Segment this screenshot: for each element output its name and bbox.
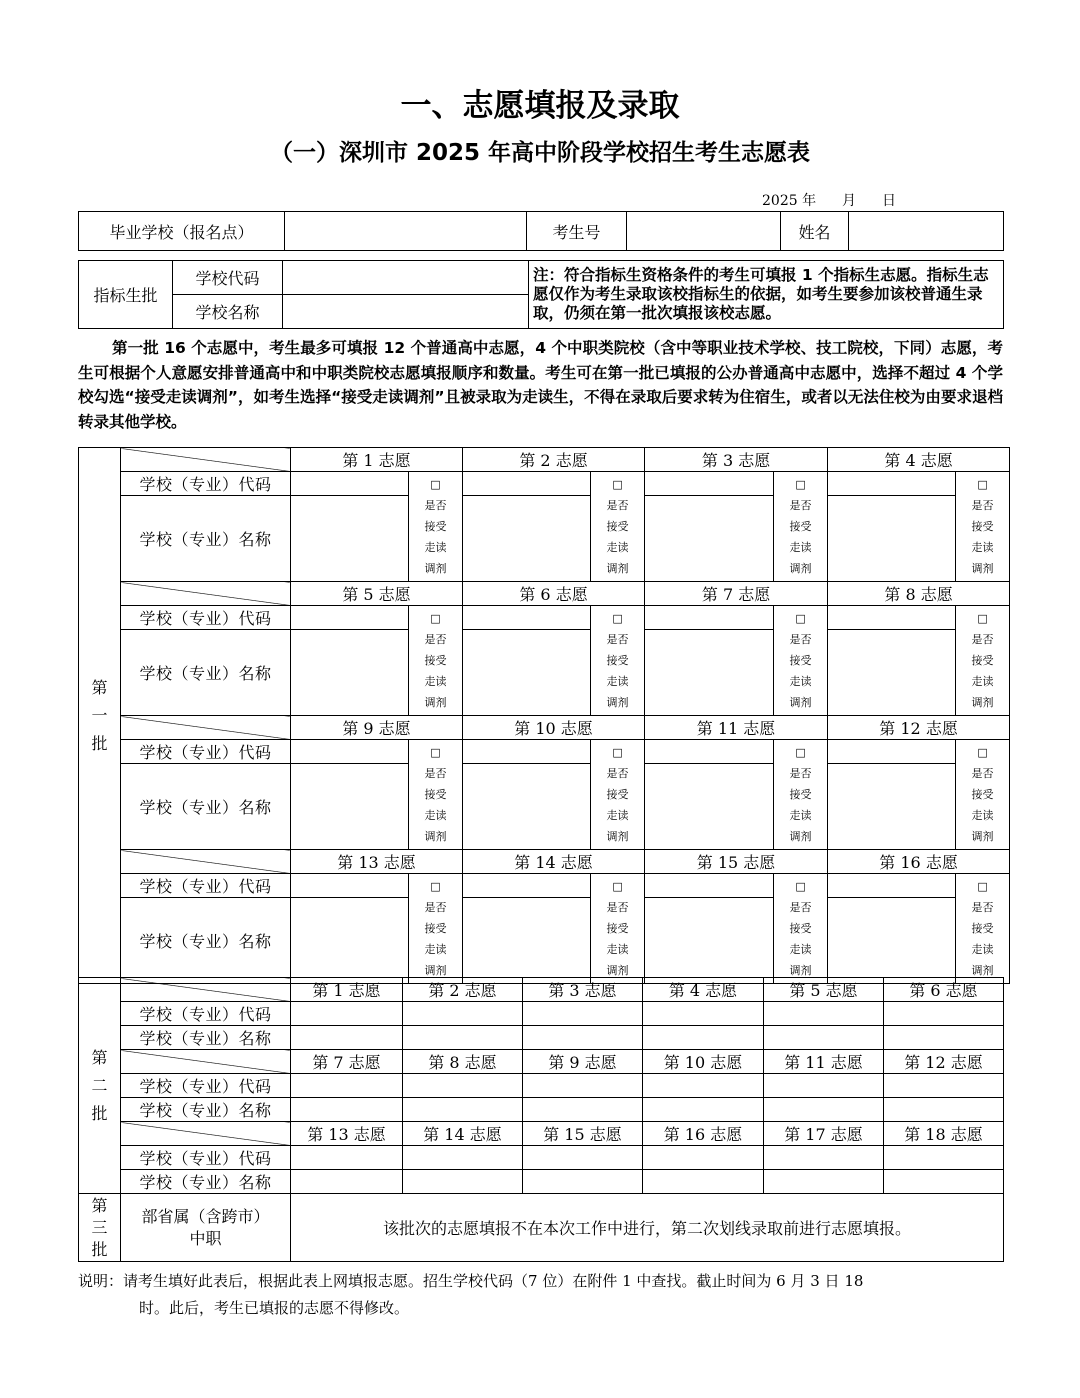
choice-header: 第 16 志愿 [828, 850, 1010, 874]
batch1-header-row [79, 448, 1010, 472]
accept-label: 接受 [971, 922, 994, 935]
choice-header: 第 15 志愿 [645, 850, 828, 874]
accept-day-student-checkbox[interactable] [774, 874, 828, 984]
accept-label: 是否 [789, 499, 812, 512]
choice-header: 第 4 志愿 [828, 448, 1010, 472]
student-name-field[interactable] [849, 212, 1004, 251]
school-name-field[interactable] [764, 1026, 884, 1050]
school-code-field[interactable] [291, 740, 409, 764]
diagonal-header-cell [121, 1050, 291, 1074]
school-name-label: 学校（专业）名称 [121, 1026, 291, 1050]
batch1-header-row [79, 850, 1010, 874]
school-code-field[interactable] [291, 1074, 403, 1098]
choice-header: 第 2 志愿 [403, 978, 523, 1002]
school-name-field[interactable] [884, 1098, 1004, 1122]
school-name-field[interactable] [643, 1098, 764, 1122]
school-code-field[interactable] [643, 1146, 764, 1170]
accept-label: 接受 [789, 788, 812, 801]
accept-label: 是否 [789, 767, 812, 780]
choice-header: 第 6 志愿 [884, 978, 1004, 1002]
school-code-field[interactable] [645, 606, 774, 630]
accept-label: 调剂 [606, 696, 629, 709]
batch1-code-row [79, 606, 1010, 630]
choice-header: 第 8 志愿 [828, 582, 1010, 606]
batch1-header-row [79, 716, 1010, 740]
accept-label: 是否 [971, 499, 994, 512]
checkbox-icon[interactable]: □ [977, 612, 988, 625]
accept-day-student-checkbox[interactable] [774, 606, 828, 716]
school-name-label: 学校（专业）名称 [121, 1170, 291, 1194]
accept-day-student-checkbox[interactable] [591, 606, 645, 716]
accept-day-student-checkbox[interactable] [591, 874, 645, 984]
choice-header: 第 15 志愿 [523, 1122, 643, 1146]
accept-label: 走读 [789, 675, 812, 688]
school-name-field[interactable] [463, 496, 591, 582]
batch3-label-char: 三 [91, 1217, 108, 1237]
accept-day-student-checkbox[interactable] [409, 472, 463, 582]
accept-label: 接受 [606, 520, 629, 533]
batch1-label-char: 第 [91, 677, 108, 697]
batch2-label-char: 第 [91, 1047, 108, 1067]
accept-label: 接受 [606, 788, 629, 801]
batch1-header-row [79, 582, 1010, 606]
choice-header: 第 9 志愿 [291, 716, 463, 740]
batch2-header-row [79, 1050, 1004, 1074]
checkbox-icon[interactable]: □ [795, 880, 806, 893]
school-name-field[interactable] [884, 1170, 1004, 1194]
exam-number-field[interactable] [627, 212, 781, 251]
school-name-field[interactable] [291, 630, 409, 716]
accept-label: 走读 [424, 541, 447, 554]
footer-note [78, 1268, 1018, 1322]
school-code-label: 学校（专业）代码 [121, 472, 291, 496]
accept-label: 调剂 [971, 562, 994, 575]
school-code-label: 学校（专业）代码 [121, 740, 291, 764]
graduate-school-label: 毕业学校（报名点） [79, 212, 285, 251]
school-code-field[interactable] [403, 1002, 523, 1026]
choice-header: 第 12 志愿 [884, 1050, 1004, 1074]
checkbox-icon[interactable]: □ [612, 746, 623, 759]
school-code-field[interactable] [645, 874, 774, 898]
school-name-field[interactable] [645, 764, 774, 850]
batch2-code-row [79, 1146, 1004, 1170]
accept-label: 是否 [789, 901, 812, 914]
school-code-field[interactable] [884, 1002, 1004, 1026]
accept-label: 接受 [424, 654, 447, 667]
school-code-field[interactable] [403, 1074, 523, 1098]
school-name-field[interactable] [403, 1098, 523, 1122]
accept-day-student-checkbox[interactable] [409, 606, 463, 716]
school-name-field[interactable] [463, 630, 591, 716]
accept-label: 是否 [971, 767, 994, 780]
accept-label: 调剂 [789, 562, 812, 575]
batch1-name-row [79, 764, 1010, 850]
school-code-label: 学校（专业）代码 [121, 1146, 291, 1170]
accept-label: 接受 [606, 922, 629, 935]
choice-header: 第 16 志愿 [643, 1122, 764, 1146]
school-name-field[interactable] [643, 1026, 764, 1050]
choice-header: 第 10 志愿 [463, 716, 645, 740]
batch2-code-row [79, 1002, 1004, 1026]
accept-label: 调剂 [789, 964, 812, 977]
choice-header: 第 4 志愿 [643, 978, 764, 1002]
accept-label: 接受 [971, 654, 994, 667]
school-name-field[interactable] [523, 1026, 643, 1050]
choice-header: 第 5 志愿 [764, 978, 884, 1002]
choice-header: 第 13 志愿 [291, 1122, 403, 1146]
date-month: 月 [842, 193, 856, 209]
batch1-table [78, 447, 1010, 984]
batch2-header-row [79, 1122, 1004, 1146]
student-name-label: 姓名 [781, 212, 849, 251]
school-name-label: 学校（专业）名称 [121, 898, 291, 984]
school-code-field[interactable] [645, 740, 774, 764]
accept-label: 接受 [424, 788, 447, 801]
accept-label: 调剂 [971, 964, 994, 977]
accept-label: 走读 [606, 675, 629, 688]
batch1-code-row [79, 740, 1010, 764]
batch2-label-char: 二 [91, 1075, 108, 1095]
instructions-paragraph: 第一批 16 个志愿中，考生最多可填报 12 个普通高中志愿，4 个中职类院校（含中等职业技术学校、技工院校，下同）志愿，考生可根据个人意愿安排普通高中和中职类院校志愿填报顺序和数量。考生可在第一批已填报的公办普通高中志愿中，选择不超过 4 个学校勾选“接受走读调剂”，如考生选择“接受走读调剂”且被录取为走读生，不得在录取后要求转为住宿生，或者以无法住校为由要求退档转录其他学校。 [78, 339, 1003, 431]
school-code-field[interactable] [463, 874, 591, 898]
choice-header: 第 10 志愿 [643, 1050, 764, 1074]
accept-label: 接受 [971, 788, 994, 801]
batch2-table [78, 977, 1004, 1262]
school-name-field[interactable] [645, 898, 774, 984]
accept-label: 是否 [606, 499, 629, 512]
quota-batch-label: 指标生批 [79, 261, 173, 329]
accept-label: 调剂 [424, 696, 447, 709]
accept-label: 走读 [789, 809, 812, 822]
choice-header: 第 2 志愿 [463, 448, 645, 472]
school-code-field[interactable] [463, 606, 591, 630]
checkbox-icon[interactable]: □ [795, 746, 806, 759]
school-code-field[interactable] [523, 1002, 643, 1026]
batch2-name-row [79, 1026, 1004, 1050]
school-name-field[interactable] [291, 1170, 403, 1194]
batch1-code-row [79, 472, 1010, 496]
choice-header: 第 7 志愿 [291, 1050, 403, 1074]
batch1-code-row [79, 874, 1010, 898]
accept-label: 是否 [971, 901, 994, 914]
school-code-field[interactable] [828, 874, 956, 898]
school-name-field[interactable] [403, 1170, 523, 1194]
accept-label: 是否 [789, 633, 812, 646]
choice-header: 第 11 志愿 [764, 1050, 884, 1074]
batch3-row [79, 1194, 1004, 1262]
school-code-field[interactable] [764, 1074, 884, 1098]
batch1-name-row [79, 898, 1010, 984]
batch2-code-row [79, 1074, 1004, 1098]
school-code-field[interactable] [884, 1074, 1004, 1098]
accept-label: 走读 [789, 541, 812, 554]
accept-label: 走读 [971, 541, 994, 554]
accept-label: 是否 [971, 633, 994, 646]
batch1-label-char: 一 [91, 705, 108, 725]
school-code-field[interactable] [828, 740, 956, 764]
school-code-field[interactable] [291, 472, 409, 496]
school-name-field[interactable] [764, 1098, 884, 1122]
checkbox-icon[interactable]: □ [795, 478, 806, 491]
school-name-field[interactable] [291, 496, 409, 582]
checkbox-icon[interactable]: □ [612, 880, 623, 893]
accept-label: 调剂 [789, 830, 812, 843]
accept-label: 调剂 [971, 696, 994, 709]
school-name-field[interactable] [643, 1170, 764, 1194]
school-code-label: 学校（专业）代码 [121, 1074, 291, 1098]
date-year: 2025 年 [762, 193, 817, 209]
quota-school-code-label: 学校代码 [173, 261, 283, 295]
school-name-field[interactable] [645, 496, 774, 582]
school-code-field[interactable] [403, 1146, 523, 1170]
school-code-label: 学校（专业）代码 [121, 606, 291, 630]
accept-label: 走读 [971, 943, 994, 956]
batch1-label-char: 批 [91, 733, 108, 753]
school-code-label: 学校（专业）代码 [121, 1002, 291, 1026]
school-name-field[interactable] [828, 764, 956, 850]
accept-label: 走读 [971, 809, 994, 822]
choice-header: 第 3 志愿 [523, 978, 643, 1002]
accept-label: 是否 [606, 901, 629, 914]
batch2-header-row [79, 978, 1004, 1002]
choice-header: 第 18 志愿 [884, 1122, 1004, 1146]
school-name-field[interactable] [291, 898, 409, 984]
form-subtitle: （一）深圳市 2025 年高中阶段学校招生考生志愿表 [269, 140, 811, 166]
school-name-label: 学校（专业）名称 [121, 630, 291, 716]
choice-header: 第 1 志愿 [291, 448, 463, 472]
accept-day-student-checkbox[interactable] [956, 606, 1010, 716]
batch3-label-char: 第 [91, 1195, 108, 1215]
batch3-label [79, 1194, 121, 1262]
school-name-field[interactable] [403, 1026, 523, 1050]
checkbox-icon[interactable]: □ [977, 746, 988, 759]
quota-school-name-field[interactable] [283, 295, 529, 329]
school-name-field[interactable] [764, 1170, 884, 1194]
diagonal-header-cell [121, 448, 291, 472]
choice-header: 第 14 志愿 [403, 1122, 523, 1146]
accept-label: 接受 [971, 520, 994, 533]
accept-label: 走读 [606, 809, 629, 822]
school-code-field[interactable] [291, 606, 409, 630]
accept-label: 是否 [424, 633, 447, 646]
school-name-field[interactable] [463, 764, 591, 850]
batch2-name-row [79, 1170, 1004, 1194]
quota-school-code-field[interactable] [283, 261, 529, 295]
accept-label: 调剂 [606, 830, 629, 843]
choice-header: 第 3 志愿 [645, 448, 828, 472]
school-name-label: 学校（专业）名称 [121, 764, 291, 850]
school-code-field[interactable] [828, 472, 956, 496]
school-name-field[interactable] [884, 1026, 1004, 1050]
school-code-field[interactable] [291, 1146, 403, 1170]
accept-label: 调剂 [606, 964, 629, 977]
accept-label: 调剂 [424, 562, 447, 575]
checkbox-icon[interactable]: □ [795, 612, 806, 625]
accept-day-student-checkbox[interactable] [591, 472, 645, 582]
school-code-field[interactable] [764, 1146, 884, 1170]
diagonal-header-cell [121, 1122, 291, 1146]
school-name-field[interactable] [291, 1098, 403, 1122]
accept-label: 走读 [789, 943, 812, 956]
accept-label: 走读 [606, 541, 629, 554]
school-name-field[interactable] [828, 898, 956, 984]
school-code-field[interactable] [643, 1002, 764, 1026]
diagonal-header-cell [121, 850, 291, 874]
school-name-field[interactable] [523, 1170, 643, 1194]
choice-header: 第 5 志愿 [291, 582, 463, 606]
checkbox-icon[interactable]: □ [430, 746, 441, 759]
school-name-field[interactable] [523, 1098, 643, 1122]
choice-header: 第 6 志愿 [463, 582, 645, 606]
school-code-field[interactable] [523, 1146, 643, 1170]
quota-school-name-label: 学校名称 [173, 295, 283, 329]
exam-number-label: 考生号 [527, 212, 627, 251]
batch3-label-char: 批 [91, 1239, 108, 1259]
school-code-field[interactable] [463, 740, 591, 764]
checkbox-icon[interactable]: □ [977, 478, 988, 491]
accept-day-student-checkbox[interactable] [409, 740, 463, 850]
accept-label: 走读 [606, 943, 629, 956]
student-info-table [78, 211, 1004, 251]
accept-label: 是否 [424, 499, 447, 512]
school-name-label: 学校（专业）名称 [121, 1098, 291, 1122]
batch2-label [79, 978, 121, 1194]
accept-day-student-checkbox[interactable] [956, 740, 1010, 850]
diagonal-header-cell [121, 716, 291, 740]
school-code-field[interactable] [291, 1002, 403, 1026]
accept-label: 接受 [789, 922, 812, 935]
accept-label: 调剂 [606, 562, 629, 575]
batch2-label-char: 批 [91, 1103, 108, 1123]
checkbox-icon[interactable]: □ [977, 880, 988, 893]
accept-label: 是否 [424, 901, 447, 914]
accept-label: 是否 [606, 767, 629, 780]
school-code-field[interactable] [291, 874, 409, 898]
accept-label: 接受 [789, 654, 812, 667]
school-code-field[interactable] [884, 1146, 1004, 1170]
choice-header: 第 12 志愿 [828, 716, 1010, 740]
choice-header: 第 13 志愿 [291, 850, 463, 874]
accept-day-student-checkbox[interactable] [591, 740, 645, 850]
school-name-field[interactable] [828, 496, 956, 582]
choice-header: 第 17 志愿 [764, 1122, 884, 1146]
accept-label: 是否 [606, 633, 629, 646]
checkbox-icon[interactable]: □ [430, 880, 441, 893]
choice-header: 第 9 志愿 [523, 1050, 643, 1074]
school-name-field[interactable] [291, 764, 409, 850]
batch2-name-row [79, 1098, 1004, 1122]
school-name-label: 学校（专业）名称 [121, 496, 291, 582]
school-code-field[interactable] [643, 1074, 764, 1098]
choice-header: 第 11 志愿 [645, 716, 828, 740]
checkbox-icon[interactable]: □ [612, 478, 623, 491]
date-day: 日 [882, 193, 896, 209]
school-name-field[interactable] [291, 1026, 403, 1050]
diagonal-header-cell [121, 978, 291, 1002]
choice-header: 第 7 志愿 [645, 582, 828, 606]
accept-label: 调剂 [971, 830, 994, 843]
accept-day-student-checkbox[interactable] [774, 472, 828, 582]
batch3-note: 该批次的志愿填报不在本次工作中进行，第二次划线录取前进行志愿填报。 [291, 1194, 1004, 1262]
quota-note: 注：符合指标生资格条件的考生可填报 1 个指标生志愿。指标生志愿仅作为考生录取该校指标生的依据，如考生要参加该校普通生录取，仍须在第一批次填报该校志愿。 [529, 261, 1004, 329]
batch1-label [79, 448, 121, 984]
batch1-name-row [79, 496, 1010, 582]
accept-label: 走读 [424, 675, 447, 688]
graduate-school-field[interactable] [285, 212, 527, 251]
school-code-field[interactable] [645, 472, 774, 496]
accept-label: 走读 [424, 943, 447, 956]
school-name-field[interactable] [828, 630, 956, 716]
batch3-category: 部省属（含跨市）中职 [121, 1194, 291, 1262]
accept-label: 接受 [424, 520, 447, 533]
diagonal-header-cell [121, 582, 291, 606]
checkbox-icon[interactable]: □ [430, 478, 441, 491]
accept-label: 走读 [971, 675, 994, 688]
checkbox-icon[interactable]: □ [430, 612, 441, 625]
school-name-field[interactable] [463, 898, 591, 984]
accept-label: 调剂 [424, 830, 447, 843]
batch1-name-row [79, 630, 1010, 716]
accept-label: 接受 [424, 922, 447, 935]
choice-header: 第 1 志愿 [291, 978, 403, 1002]
school-code-field[interactable] [764, 1002, 884, 1026]
footer-line-2: 时。此后，考生已填报的志愿不得修改。 [139, 1299, 410, 1317]
accept-label: 接受 [606, 654, 629, 667]
choice-header: 第 8 志愿 [403, 1050, 523, 1074]
accept-day-student-checkbox[interactable] [956, 874, 1010, 984]
accept-day-student-checkbox[interactable] [774, 740, 828, 850]
accept-label: 走读 [424, 809, 447, 822]
school-code-field[interactable] [463, 472, 591, 496]
accept-day-student-checkbox[interactable] [956, 472, 1010, 582]
quota-batch-table [78, 260, 1004, 329]
accept-label: 是否 [424, 767, 447, 780]
accept-day-student-checkbox[interactable] [409, 874, 463, 984]
choice-header: 第 14 志愿 [463, 850, 645, 874]
school-name-field[interactable] [645, 630, 774, 716]
school-code-label: 学校（专业）代码 [121, 874, 291, 898]
page-title: 一、志愿填报及录取 [400, 88, 680, 124]
school-code-field[interactable] [523, 1074, 643, 1098]
footer-line-1: 说明：请考生填好此表后，根据此表上网填报志愿。招生学校代码（7 位）在附件 1 中查找。截止时间为 6 月 3 日 18 [78, 1272, 864, 1290]
checkbox-icon[interactable]: □ [612, 612, 623, 625]
accept-label: 接受 [789, 520, 812, 533]
accept-label: 调剂 [789, 696, 812, 709]
accept-label: 调剂 [424, 964, 447, 977]
school-code-field[interactable] [828, 606, 956, 630]
